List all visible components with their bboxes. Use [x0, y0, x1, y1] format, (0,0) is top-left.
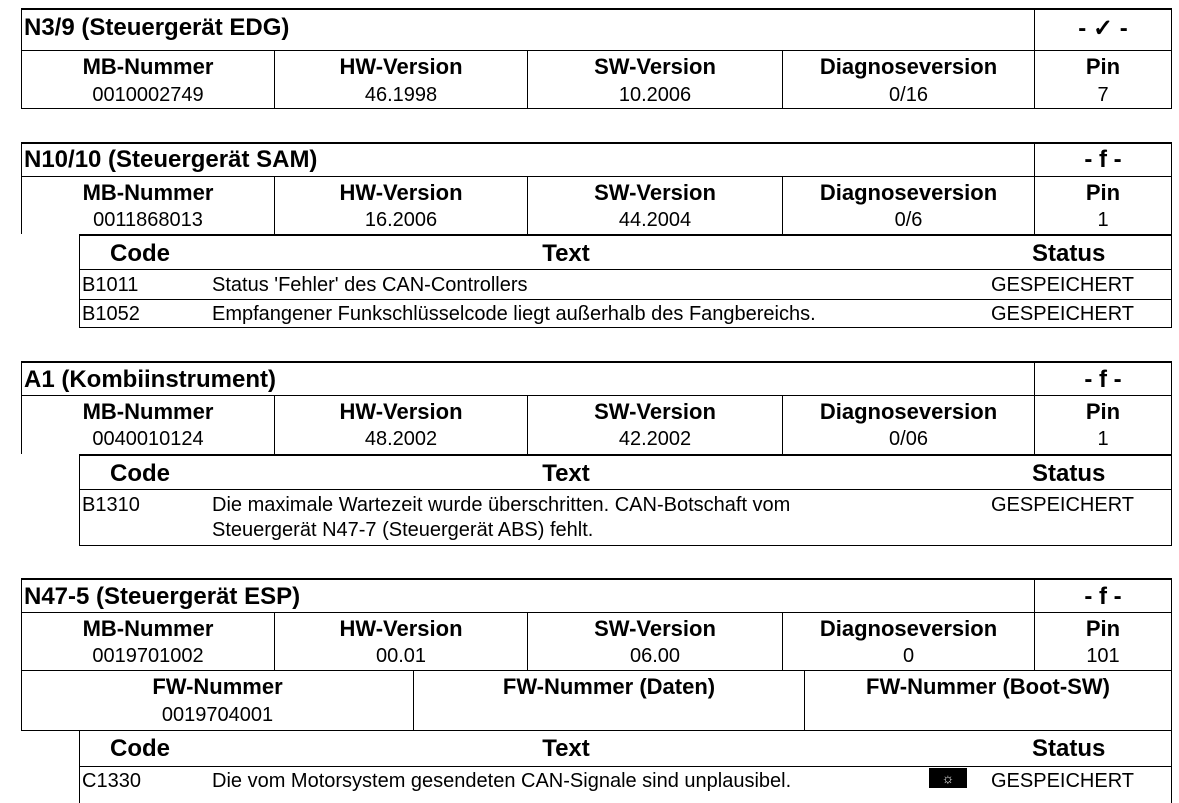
- header-sw-version: SW-Version: [594, 399, 716, 424]
- ecu-title: A1 (Kombiinstrument): [24, 366, 276, 393]
- value-diagnoseversion: 0/16: [889, 84, 928, 106]
- header-diagnoseversion: Diagnoseversion: [819, 180, 998, 205]
- value-sw-version: 06.00: [629, 645, 681, 667]
- header-mb-nummer: MB-Nummer: [82, 54, 214, 79]
- value-pin: 101: [1086, 645, 1120, 667]
- value-sw-version: 10.2006: [618, 84, 692, 106]
- header-diagnoseversion: Diagnoseversion: [819, 54, 998, 79]
- value-hw-version: 00.01: [375, 645, 427, 667]
- value-diagnoseversion: 0/6: [894, 209, 923, 231]
- fault-header-code: Code: [110, 735, 170, 762]
- ecu-status-mark: - ✓ -: [1078, 15, 1128, 42]
- header-hw-version: HW-Version: [339, 616, 463, 641]
- fault-text: Status 'Fehler' des CAN-Controllers: [212, 274, 528, 296]
- header-mb-nummer: MB-Nummer: [82, 180, 214, 205]
- fault-status: GESPEICHERT: [991, 303, 1134, 325]
- value-diagnoseversion: 0: [902, 645, 915, 667]
- fault-header-text: Text: [542, 240, 590, 267]
- value-hw-version: 46.1998: [364, 84, 438, 106]
- header-pin: Pin: [1085, 399, 1121, 424]
- header-hw-version: HW-Version: [339, 399, 463, 424]
- fault-header-code: Code: [110, 240, 170, 267]
- fault-code: B1052: [82, 303, 140, 325]
- header-fw-nummer-boot-sw: FW-Nummer (Boot-SW): [866, 674, 1110, 699]
- fault-status: GESPEICHERT: [991, 494, 1134, 516]
- fault-status: GESPEICHERT: [991, 770, 1134, 792]
- header-mb-nummer: MB-Nummer: [82, 616, 214, 641]
- value-pin: 7: [1097, 84, 1109, 106]
- fault-header-status: Status: [1032, 240, 1106, 267]
- ecu-status-mark: - f -: [1084, 366, 1122, 393]
- header-fw-nummer: FW-Nummer: [152, 674, 283, 699]
- fault-text-line2: Steuergerät N47-7 (Steuergerät ABS) fehlt.: [212, 519, 594, 541]
- value-mb-nummer: 0019701002: [92, 645, 204, 667]
- fault-header-code: Code: [110, 460, 170, 487]
- ecu-title: N47-5 (Steuergerät ESP): [24, 583, 301, 610]
- header-fw-nummer-daten: FW-Nummer (Daten): [502, 674, 716, 699]
- fault-header-text: Text: [542, 460, 590, 487]
- fault-header-status: Status: [1032, 735, 1106, 762]
- header-pin: Pin: [1085, 616, 1121, 641]
- ecu-title: N3/9 (Steuergerät EDG): [24, 14, 290, 41]
- value-mb-nummer: 0010002749: [92, 84, 204, 106]
- fault-header-status: Status: [1032, 460, 1106, 487]
- value-pin: 1: [1097, 209, 1109, 231]
- ecu-status-mark: - f -: [1084, 583, 1122, 610]
- value-hw-version: 48.2002: [364, 428, 438, 450]
- fault-text: Empfangener Funkschlüsselcode liegt außerhalb des Fangbereichs.: [212, 303, 816, 325]
- value-mb-nummer: 0040010124: [92, 428, 204, 450]
- fault-code: C1330: [82, 770, 141, 792]
- header-sw-version: SW-Version: [594, 180, 716, 205]
- value-sw-version: 42.2002: [618, 428, 692, 450]
- header-diagnoseversion: Diagnoseversion: [819, 399, 998, 424]
- fault-status: GESPEICHERT: [991, 274, 1134, 296]
- value-sw-version: 44.2004: [618, 209, 692, 231]
- header-sw-version: SW-Version: [594, 616, 716, 641]
- ecu-title: N10/10 (Steuergerät SAM): [24, 146, 318, 173]
- header-pin: Pin: [1085, 180, 1121, 205]
- value-pin: 1: [1097, 428, 1109, 450]
- value-hw-version: 16.2006: [364, 209, 438, 231]
- value-diagnoseversion: 0/06: [889, 428, 928, 450]
- header-diagnoseversion: Diagnoseversion: [819, 616, 998, 641]
- header-hw-version: HW-Version: [339, 180, 463, 205]
- header-sw-version: SW-Version: [594, 54, 716, 79]
- fault-text-line1: Die maximale Wartezeit wurde überschritten. CAN-Botschaft vom: [212, 494, 791, 516]
- fault-header-text: Text: [542, 735, 590, 762]
- ecu-status-mark: - f -: [1084, 146, 1122, 173]
- value-mb-nummer: 0011868013: [93, 209, 203, 231]
- header-hw-version: HW-Version: [339, 54, 463, 79]
- fault-code: B1310: [82, 494, 140, 516]
- header-pin: Pin: [1085, 54, 1121, 79]
- fault-code: B1011: [82, 274, 139, 296]
- fault-text: Die vom Motorsystem gesendeten CAN-Signale sind unplausibel.: [212, 770, 792, 792]
- header-mb-nummer: MB-Nummer: [82, 399, 214, 424]
- sun-icon: ☼: [929, 768, 967, 788]
- value-fw-nummer: 0019704001: [161, 704, 274, 726]
